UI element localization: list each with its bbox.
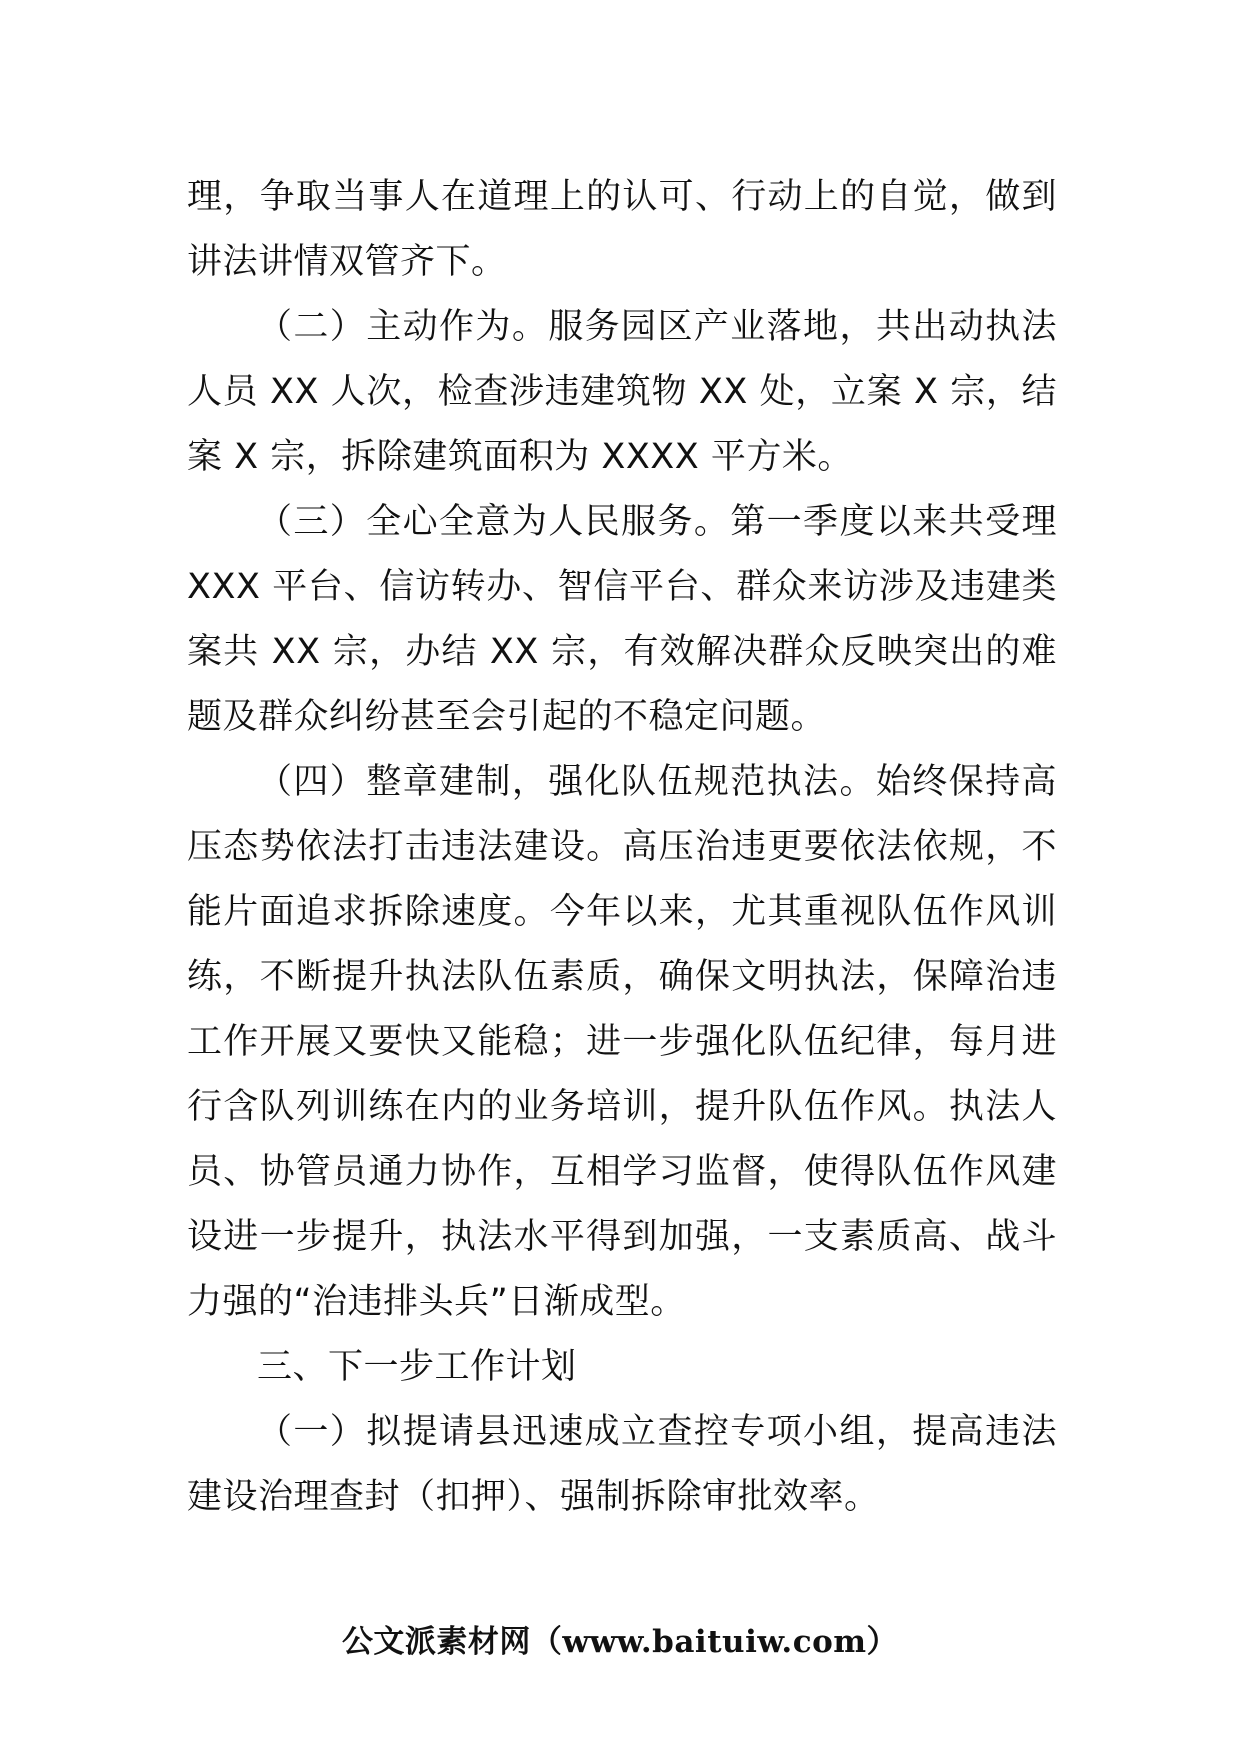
paragraph-continuation: 理，争取当事人在道理上的认可、行动上的自觉，做到讲法讲情双管齐下。 <box>187 177 1057 282</box>
paragraph-section-3: （三）全心全意为人民服务。第一季度以来共受理 XXX 平台、信访转办、智信平台、群众来访涉及违建类案共 XX 宗，办结 XX 宗，有效解决群众反映突出的难题及群众纠纷甚至会引起的不稳定问题。 <box>187 502 1057 737</box>
paragraph-plan-1: （一）拟提请县迅速成立查控专项小组，提高违法建设治理查封（扣押）、强制拆除审批效率。 <box>187 1412 1057 1517</box>
heading-next-steps: 三、下一步工作计划 <box>257 1347 577 1387</box>
paragraph-section-4: （四）整章建制，强化队伍规范执法。始终保持高压态势依法打击违法建设。高压治违更要依法依规，不能片面追求拆除速度。今年以来，尤其重视队伍作风训练，不断提升执法队伍素质，确保文明执法，保障治违工作开展又要快又能稳；进一步强化队伍纪律，每月进行含队列训练在内的业务培训，提升队伍作风。执法人员、协管员通力协作，互相学习监督，使得队伍作风建设进一步提升，执法水平得到加强，一支素质高、战斗力强的“治违排头兵”日渐成型。 <box>187 762 1057 1322</box>
paragraph-section-2: （二）主动作为。服务园区产业落地，共出动执法人员 XX 人次，检查涉违建筑物 XX 处，立案 X 宗，结案 X 宗，拆除建筑面积为 XXXX 平方米。 <box>187 307 1057 477</box>
document-body <box>187 165 1057 1530</box>
footer-source: 公文派素材网（www.baituiw.com） <box>341 1624 899 1660</box>
